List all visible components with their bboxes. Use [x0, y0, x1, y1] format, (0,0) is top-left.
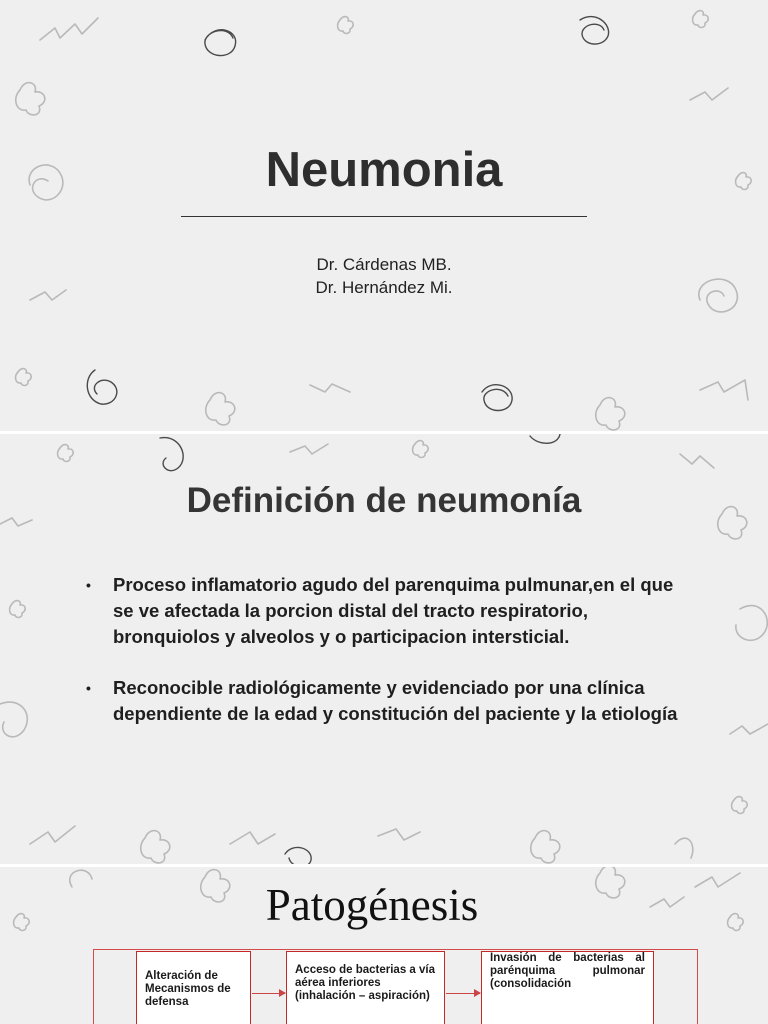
bullet-item: [86, 572, 686, 650]
definition-slide[interactable]: [0, 434, 768, 864]
slide-title: Patogénesis: [265, 880, 479, 930]
flow-arrow: [446, 993, 480, 994]
flow-step: Acceso de bacterias a vía aérea inferiores (inhalación – aspiración): [286, 951, 445, 1024]
flow-arrow: [252, 993, 285, 994]
presentation-title: Neumonia: [265, 143, 503, 197]
author-line: Dr. Hernández Mi.: [315, 278, 453, 297]
bullet-text: Reconocible radiológicamente y evidenciado por una clínica dependiente de la edad y constitución del paciente y la etiología: [113, 677, 678, 724]
flow-step: Invasión de bacterias al parénquima pulmonar (consolidación: [481, 951, 654, 1024]
slide-title: Definición de neumonía: [186, 481, 582, 520]
bullet-marker: •: [86, 577, 91, 593]
bullet-text: Proceso inflamatorio agudo del parenquima pulmunar,en el que se ve afectada la porcion distal del tracto respiratorio, bronquiolos y alveolos y o participacion intersticial.: [113, 574, 674, 647]
bullet-marker: •: [86, 680, 91, 696]
title-slide[interactable]: [0, 0, 768, 431]
flow-step: Alteración de Mecanismos de defensa: [136, 951, 251, 1024]
title-divider: [181, 216, 587, 217]
pathogenesis-slide[interactable]: [0, 867, 768, 1024]
bullet-item: [86, 675, 686, 727]
author-line: Dr. Cárdenas MB.: [316, 255, 452, 274]
